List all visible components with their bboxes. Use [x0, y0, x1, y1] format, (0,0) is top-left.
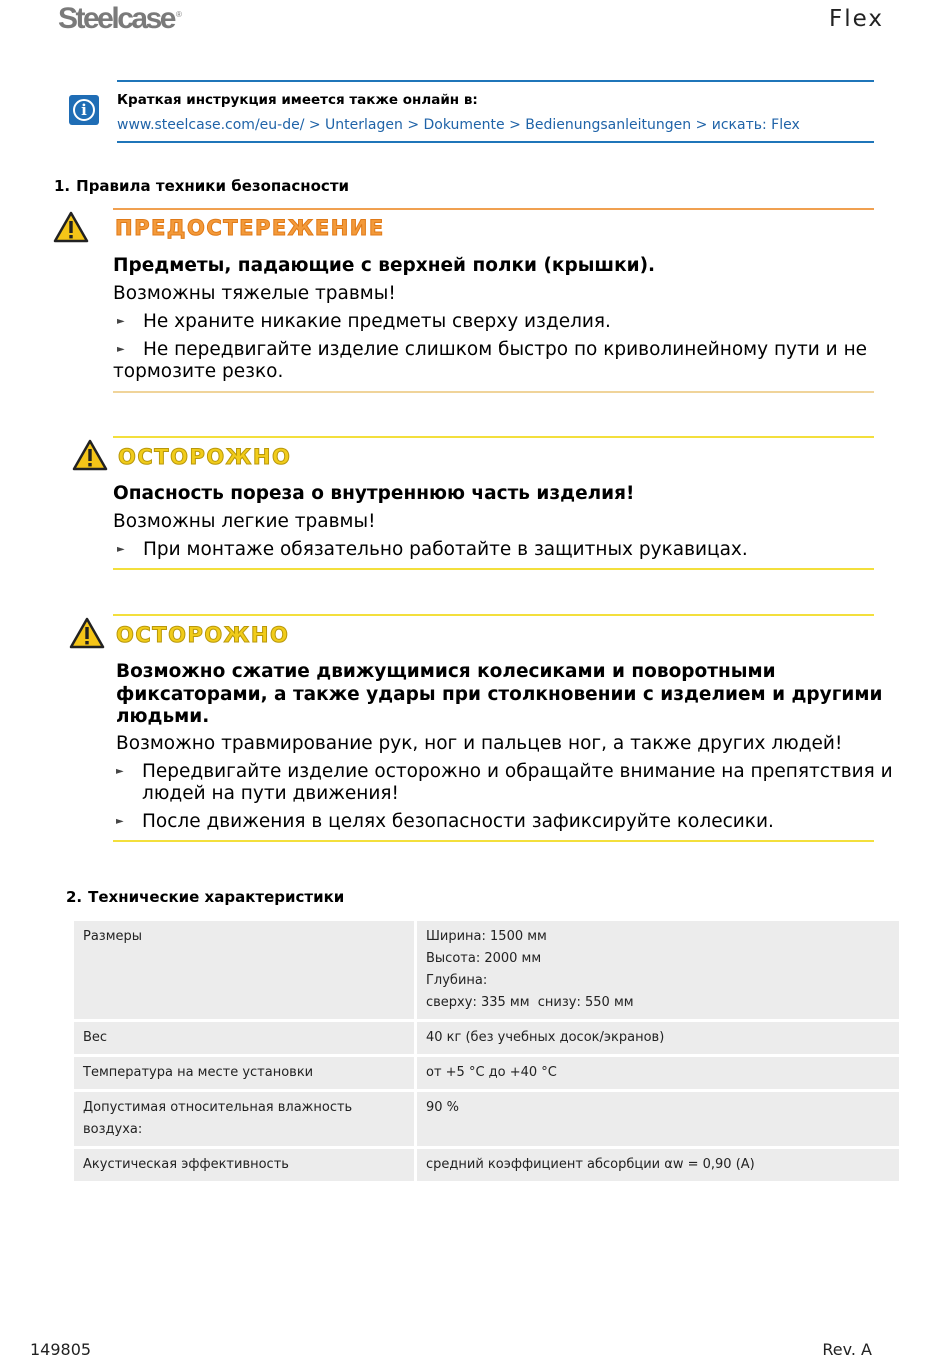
list-item-continuation: тормозите резко.: [113, 361, 284, 382]
spec-key: Размеры: [74, 921, 417, 1019]
info-box: [117, 80, 874, 143]
spec-key: Допустимая относительная влажность воздуха:: [74, 1092, 417, 1146]
arrow-right-icon: ►: [117, 316, 125, 327]
caution-text: Возможны легкие травмы!: [113, 511, 376, 532]
list-item-continuation: людей на пути движения!: [142, 783, 399, 804]
revision: Rev. A: [822, 1340, 872, 1359]
list-item: ► Передвигайте изделие осторожно и обращайте внимание на препятствия и: [112, 761, 893, 783]
table-row: [74, 921, 899, 1019]
product-name: Flex: [829, 6, 884, 32]
warning-title: Предметы, падающие с верхней полки (крышки).: [113, 255, 656, 276]
warning-top-rule: [113, 208, 874, 210]
list-item: ► Не храните никакие предметы сверху изделия.: [113, 311, 611, 333]
spec-value: Ширина: 1500 мм Высота: 2000 мм Глубина: сверху: 335 мм снизу: 550 мм: [417, 921, 899, 1019]
list-item: ► Не передвигайте изделие слишком быстро по криволинейному пути и не: [113, 339, 867, 361]
spec-value: от +5 °C до +40 °C: [417, 1057, 899, 1089]
caution-signal-word: ОСТОРОЖНО: [116, 623, 290, 647]
caution-bottom-rule: [113, 840, 874, 842]
specs-table: [74, 918, 899, 1184]
arrow-right-icon: ►: [116, 766, 124, 777]
info-icon: i: [69, 95, 99, 125]
doc-number: 149805: [30, 1340, 92, 1359]
table-row: [74, 1092, 899, 1146]
warning-bottom-rule: [113, 391, 874, 393]
steelcase-logo: Steelcase ®: [58, 2, 182, 35]
spec-value: 90 %: [417, 1092, 899, 1146]
caution-signal-word: ОСТОРОЖНО: [118, 445, 292, 469]
list-item: ► При монтаже обязательно работайте в защитных рукавицах.: [113, 539, 748, 561]
info-link[interactable]: www.steelcase.com/eu-de/ > Unterlagen > Dokumente > Bedienungsanleitungen > искать: Flex: [117, 117, 800, 133]
spec-key: Вес: [74, 1022, 417, 1054]
section-2-heading: 2. Технические характеристики: [66, 888, 345, 906]
arrow-right-icon: ►: [116, 816, 124, 827]
arrow-right-icon: ►: [117, 544, 125, 555]
table-row: [74, 1057, 899, 1089]
table-row: [74, 1022, 899, 1054]
caution-title-line: Возможно сжатие движущимися колесиками и поворотными: [116, 661, 776, 682]
warning-triangle-icon: [72, 439, 108, 471]
caution-title: Опасность пореза о внутреннюю часть изделия!: [113, 483, 635, 504]
spec-key: Температура на месте установки: [74, 1057, 417, 1089]
section-1-heading: 1. Правила техники безопасности: [54, 177, 350, 195]
info-title: Краткая инструкция имеется также онлайн в:: [117, 92, 478, 108]
warning-triangle-icon: [53, 211, 89, 243]
warning-triangle-icon: [69, 617, 105, 649]
warning-signal-word: ПРЕДОСТЕРЕЖЕНИЕ: [115, 216, 385, 240]
arrow-right-icon: ►: [117, 344, 125, 355]
caution-title-line: фиксаторами, а также удары при столкновении с изделием и другими: [116, 684, 883, 705]
caution-text: Возможно травмирование рук, ног и пальцев ног, а также других людей!: [116, 733, 843, 754]
spec-value: средний коэффициент абсорбции αw = 0,90 (A): [417, 1149, 899, 1181]
list-item: ► После движения в целях безопасности зафиксируйте колесики.: [112, 811, 774, 833]
caution-top-rule: [113, 436, 874, 438]
caution-bottom-rule: [113, 568, 874, 570]
warning-text: Возможны тяжелые травмы!: [113, 283, 396, 304]
caution-top-rule: [113, 614, 874, 616]
table-row: [74, 1149, 899, 1181]
caution-title-line: людьми.: [116, 706, 210, 727]
spec-value: 40 кг (без учебных досок/экранов): [417, 1022, 899, 1054]
spec-key: Акустическая эффективность: [74, 1149, 417, 1181]
